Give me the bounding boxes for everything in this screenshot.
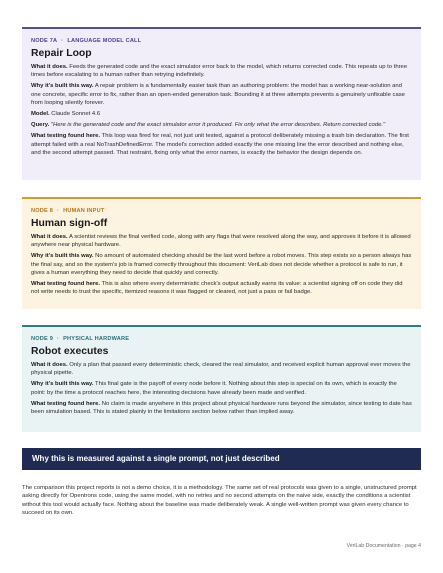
- page-footer: VeriLab Documentation · page 4: [346, 543, 421, 549]
- what-it-does: [31, 63, 412, 79]
- what-label: What it does.: [31, 234, 68, 240]
- testing-found: [31, 132, 412, 157]
- node-type: LANGUAGE MODEL CALL: [67, 38, 142, 44]
- why-built: [31, 380, 412, 396]
- query-line: [31, 121, 412, 129]
- what-text: Only a plan that passed every deterministic check, cleared the real simulator, and received explicit human approval ever moves the physical pipette.: [31, 362, 411, 377]
- node-title: Repair Loop: [31, 48, 92, 59]
- what-label: What it does.: [31, 64, 68, 70]
- what-it-does: [31, 233, 412, 249]
- node-type: HUMAN INPUT: [63, 208, 105, 214]
- what-label: What it does.: [31, 362, 68, 368]
- node-tag: NODE 8 · HUMAN INPUT: [31, 208, 105, 214]
- why-built: [31, 82, 412, 107]
- testing-found: [31, 280, 412, 296]
- what-text: A scientist reviews the final verified code, along with any flags that were resolved along the way, and approves it before it is allowed anywhere near physical hardware.: [31, 234, 411, 249]
- why-label: Why it's built this way.: [31, 381, 94, 388]
- section-heading-banner: Why this is measured against a single prompt, not just described: [22, 448, 421, 470]
- why-text: This final gate is the payoff of every node before it. Nothing about this step is special on its own, which is exactly the point: by the time a protocol reaches here, the interesting decisions have already been made and verified.: [31, 381, 397, 396]
- why-label: Why it's built this way.: [31, 83, 94, 90]
- node-type: PHYSICAL HARDWARE: [63, 336, 130, 342]
- why-built: [31, 252, 412, 277]
- why-text: No amount of automated checking should be the last word before a robot moves. This step exists so a person always has the final say, and so the system's job is framed correctly throughout this document: VeriLab does not decide whether a protocol is safe to run, it gives a human everything they need to decide that quickly and correctly.: [31, 253, 412, 276]
- test-text: This loop was fired for real, not just unit tested, against a protocol deliberately missing a trash bin declaration. The first attempt failed with a real NoTrashDefinedError. The model's correction added exactly the one missing line the error described and nothing else, and the second attempt passed. That restraint, fixing only what the error names, is exactly the behavior the design depends on.: [31, 133, 409, 156]
- why-label: Why it's built this way.: [31, 253, 94, 260]
- node-title: Robot executes: [31, 346, 109, 357]
- methodology-paragraph: The comparison this project reports is not a demo choice, it is a methodology. The same set of real protocols was given to a single, unstructured prompt asking directly for Opentrons code, using the same model, with no retries and no second attempts on the naive side, exactly the conditions a scientist without this tool would actually face. Nothing about the baseline was made deliberately weak. A single well-written prompt was given every chance to succeed on its own.: [22, 485, 417, 516]
- why-text: A repair problem is a fundamentally easier task than an authoring problem: the model has a working near-solution and one concrete, specific error to fix, rather than an open-ended generation task. Bounding it at three attempts prevents a genuinely unfixable case from looping silently forever.: [31, 83, 405, 106]
- test-text: This is also where every deterministic check's output actually earns its value: a scientist signing off on code they did not write needs to trust the specific, itemized reasons it was flagged or cleared, not just a pass or fail badge.: [31, 281, 403, 296]
- node-tag: NODE 7A · LANGUAGE MODEL CALL: [31, 38, 142, 44]
- node-id: NODE 8: [31, 208, 54, 214]
- query-text: "Here is the generated code and the exact simulator error it produced. Fix only what the error describes. Return corrected code.": [50, 122, 386, 129]
- node-id: NODE 9: [31, 336, 54, 342]
- what-text: Feeds the generated code and the exact simulator error back to the model, which returns corrected code. This repeats up to three times before escalating to a human rather than retrying indefinitely.: [31, 64, 408, 79]
- node-card-human-signoff: [22, 197, 421, 309]
- test-label: What testing found here.: [31, 400, 101, 407]
- model-text: Claude Sonnet 4.6: [51, 111, 101, 118]
- node-tag: NODE 9 · PHYSICAL HARDWARE: [31, 336, 130, 342]
- what-it-does: [31, 361, 412, 377]
- testing-found: [31, 400, 412, 416]
- node-card-robot-executes: [22, 325, 421, 432]
- node-card-repair-loop: [22, 27, 421, 180]
- node-id: NODE 7A: [31, 38, 58, 44]
- test-label: What testing found here.: [31, 133, 101, 140]
- test-label: What testing found here.: [31, 281, 101, 288]
- node-title: Human sign-off: [31, 218, 108, 229]
- test-text: No claim is made anywhere in this project about physical hardware runs beyond the simulator, since testing to date has been simulation based. This is stated plainly in the limitations section below rather than implied away.: [31, 400, 412, 416]
- model-label: Model.: [31, 111, 50, 118]
- query-label: Query.: [31, 122, 50, 129]
- model-line: [31, 110, 412, 118]
